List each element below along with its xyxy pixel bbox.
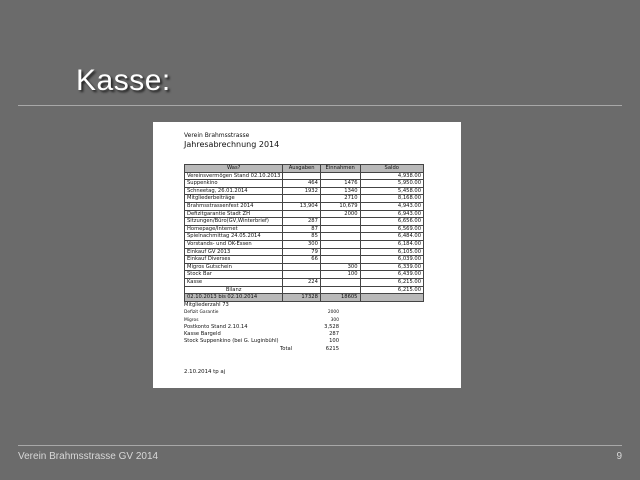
table-cell: [320, 233, 360, 241]
summary-value: 2000: [327, 310, 339, 316]
footer-divider: [18, 445, 622, 446]
table-cell: 2000: [320, 210, 360, 218]
document-page: [153, 122, 461, 388]
table-cell: 6,215.00: [360, 278, 424, 286]
table-cell: 66: [283, 256, 321, 264]
table-cell: Vorstands- und OK-Essen: [185, 240, 283, 248]
summary-label: Total: [280, 345, 293, 352]
table-cell: Bilanz: [185, 286, 283, 294]
table-cell: Spielnachmittag 24.05.2014: [185, 233, 283, 241]
table-row: [185, 278, 424, 286]
table-cell: Einkauf Diverses: [185, 256, 283, 264]
summary-label: Mitgliederzahl 73: [184, 302, 229, 308]
table-cell: 6,439.00: [360, 271, 424, 279]
column-header: Saldo: [360, 165, 424, 173]
table-cell: [283, 263, 321, 271]
table-cell: 13,904: [283, 202, 321, 210]
finance-table: [184, 164, 424, 302]
summary-row: [184, 324, 339, 331]
column-header: Was?: [185, 165, 283, 173]
summary-label: Defizit Garantie: [184, 310, 219, 316]
table-cell: 6,656.00: [360, 218, 424, 226]
table-cell: [320, 278, 360, 286]
table-cell: 6,184.00: [360, 240, 424, 248]
table-cell: Homepage/Internet: [185, 225, 283, 233]
table-cell: 10,679: [320, 202, 360, 210]
table-cell: 6,215.00: [360, 286, 424, 294]
table-row: [185, 225, 424, 233]
summary-label: Migros: [184, 317, 199, 323]
table-cell: 4,938.00: [360, 172, 424, 180]
table-cell: [283, 172, 321, 180]
table-cell: 87: [283, 225, 321, 233]
summary-row: [184, 331, 339, 338]
table-cell: [283, 210, 321, 218]
table-cell: 2710: [320, 195, 360, 203]
org-name: Verein Brahmsstrasse: [184, 132, 250, 139]
summary-value: 3,528: [324, 323, 339, 330]
table-row: [185, 195, 424, 203]
table-row: [185, 248, 424, 256]
table-cell: 8,168.00: [360, 195, 424, 203]
table-cell: Defizitgarantie Stadt ZH: [185, 210, 283, 218]
page-number: 9: [616, 451, 622, 462]
column-header: Ausgaben: [283, 165, 321, 173]
summary-value: 100: [329, 338, 339, 345]
table-row: [185, 271, 424, 279]
summary-total-row: [184, 346, 339, 353]
table-cell: 6,039.00: [360, 256, 424, 264]
table-cell: [283, 271, 321, 279]
summary-row: [184, 317, 339, 324]
table-cell: Einkauf GV 2013: [185, 248, 283, 256]
table-cell: [320, 240, 360, 248]
table-cell: [283, 286, 321, 294]
table-cell: 300: [283, 240, 321, 248]
table-cell: Mitgliederbeiträge: [185, 195, 283, 203]
table-cell: 6,943.00: [360, 210, 424, 218]
table-cell: [320, 256, 360, 264]
table-cell: 100: [320, 271, 360, 279]
table-cell: 18605: [320, 294, 360, 302]
table-cell: [283, 195, 321, 203]
summary-label: Stock Suppenkino (bei G. Luginbühl): [184, 338, 279, 345]
table-cell: 85: [283, 233, 321, 241]
table-row: [185, 187, 424, 195]
table-cell: [320, 286, 360, 294]
table-row: [185, 218, 424, 226]
table-cell: Kasse: [185, 278, 283, 286]
table-cell: [320, 218, 360, 226]
table-cell: 6,105.00: [360, 248, 424, 256]
table-cell: 1932: [283, 187, 321, 195]
table-cell: 4,943.00: [360, 202, 424, 210]
summary-label: Postkonto Stand 2.10.14: [184, 323, 248, 330]
table-row: [185, 286, 424, 294]
summary-row: [184, 302, 339, 309]
table-cell: Suppenkino: [185, 180, 283, 188]
table-row: [185, 233, 424, 241]
table-cell: Stock Bar: [185, 271, 283, 279]
table-cell: 300: [320, 263, 360, 271]
table-cell: [320, 248, 360, 256]
table-row: [185, 210, 424, 218]
table-cell: 6,569.00: [360, 225, 424, 233]
table-cell: 5,950.00: [360, 180, 424, 188]
summary-value: 6215: [325, 345, 339, 352]
title-divider: [18, 105, 622, 106]
summary-label: Kasse Bargeld: [184, 331, 221, 338]
table-cell: [320, 172, 360, 180]
table-cell: [360, 294, 424, 302]
summary-block: [184, 302, 339, 353]
document-heading: Jahresabrechnung 2014: [184, 140, 280, 149]
table-cell: Schneetag, 26.01.2014: [185, 187, 283, 195]
table-cell: 1340: [320, 187, 360, 195]
table-cell: 02.10.2013 bis 02.10.2014: [185, 294, 283, 302]
table-cell: 79: [283, 248, 321, 256]
table-row: [185, 202, 424, 210]
total-row: [185, 294, 424, 302]
table-cell: Sitzungen/Büro(GV,Winterbrief): [185, 218, 283, 226]
table-row: [185, 256, 424, 264]
summary-value: 300: [330, 317, 339, 323]
column-header: Einnahmen: [320, 165, 360, 173]
table-cell: [320, 225, 360, 233]
summary-row: [184, 338, 339, 345]
table-cell: 224: [283, 278, 321, 286]
table-row: [185, 263, 424, 271]
footer-text: Verein Brahmsstrasse GV 2014: [18, 451, 159, 462]
summary-row: [184, 309, 339, 316]
table-row: [185, 172, 424, 180]
table-cell: Vereinsvermögen Stand 02.10.2013: [185, 172, 283, 180]
table-cell: 1476: [320, 180, 360, 188]
table-cell: 464: [283, 180, 321, 188]
signature-line: 2.10.2014 tp aj: [184, 369, 226, 375]
summary-value: 287: [329, 331, 339, 338]
table-header-row: [185, 165, 424, 173]
table-row: [185, 240, 424, 248]
table-cell: 5,458.00: [360, 187, 424, 195]
table-cell: Migros Gutschein: [185, 263, 283, 271]
table-cell: 6,339.00: [360, 263, 424, 271]
table-cell: 17328: [283, 294, 321, 302]
table-cell: 287: [283, 218, 321, 226]
slide-title: Kasse:: [76, 64, 171, 97]
table-cell: Brahmsstrassenfest 2014: [185, 202, 283, 210]
table-row: [185, 180, 424, 188]
table-cell: 6,484.00: [360, 233, 424, 241]
